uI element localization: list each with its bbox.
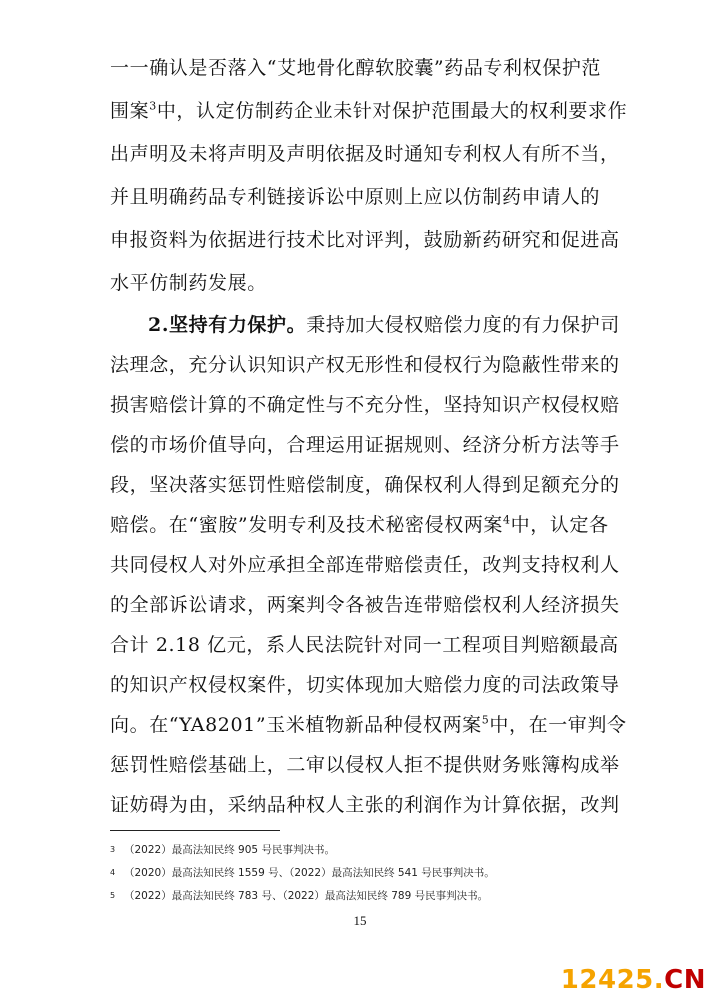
section-line-13: 证妨碍为由，采纳品种权人主张的利润作为计算依据，改判 (110, 794, 620, 816)
body-line-2-rest: 中，认定仿制药企业未针对保护范围最大的权利要求作 (156, 100, 628, 122)
section-heading: 2.坚持有力保护。 (148, 314, 307, 336)
section-line-3: 损害赔偿计算的不确定性与不充分性，坚持知识产权侵权赔 (110, 394, 620, 416)
footnote-divider (110, 830, 280, 831)
body-line-3: 出声明及未将声明及声明依据及时通知专利权人有所不当， (110, 143, 620, 165)
watermark-number: 12425 (560, 965, 654, 995)
footnote-3-text: （2022）最高法知民终 905 号民事判决书。 (124, 844, 335, 856)
footnote-ref-5[interactable]: 5 (481, 713, 490, 727)
section-line-6-rest: 中，认定各 (510, 514, 609, 536)
section-line-1-text: 秉持加大侵权赔偿力度的有力保护司 (306, 314, 620, 336)
section-line-11-rest: 中，在一审判令 (489, 714, 627, 736)
section-line-1 (148, 313, 620, 337)
body-line-6: 水平仿制药发展。 (110, 272, 267, 294)
body-line-5: 申报资料为依据进行技术比对评判，鼓励新药研究和促进高 (110, 229, 620, 251)
section-line-12: 惩罚性赔偿基础上，二审以侵权人拒不提供财务账簿构成举 (110, 754, 620, 776)
section-line-11 (110, 713, 627, 737)
watermark-dot: . (653, 965, 665, 995)
footnote-3 (110, 843, 615, 857)
section-line-6-start: 赔偿。在“蜜胺”发明专利及技术秘密侵权两案 (110, 514, 504, 536)
section-line-7: 共同侵权人对外应承担全部连带赔偿责任，改判支持权利人 (110, 554, 620, 576)
footnote-3-number: 3 (110, 845, 116, 854)
body-line-2-start: 围案 (110, 100, 150, 122)
section-line-2: 法理念，充分认识知识产权无形性和侵权行为隐蔽性带来的 (110, 354, 620, 376)
watermark-tld: CN (664, 965, 706, 995)
body-line-2 (110, 99, 628, 123)
page-number: 15 (353, 913, 367, 928)
section-line-11-start: 向。在“YA8201”玉米植物新品种侵权两案 (110, 714, 482, 736)
footnote-ref-3[interactable]: 3 (149, 99, 157, 113)
footnote-4 (110, 866, 615, 880)
footnote-5 (110, 889, 615, 903)
section-line-9: 合计 2.18 亿元，系人民法院针对同一工程项目判赔额最高 (110, 634, 619, 656)
section-line-6 (110, 513, 615, 537)
section-line-10: 的知识产权侵权案件，切实体现加大赔偿力度的司法政策导 (110, 674, 620, 696)
footnote-5-text: （2022）最高法知民终 783 号、（2022）最高法知民终 789 号民事判决书。 (124, 890, 489, 902)
section-line-8: 的全部诉讼请求，两案判令各被告连带赔偿权利人经济损失 (110, 594, 620, 616)
footnote-4-number: 4 (110, 868, 116, 877)
body-line-1: 一一确认是否落入“艾地骨化醇软胶囊”药品专利权保护范 (110, 57, 602, 79)
footnote-5-number: 5 (110, 891, 116, 900)
section-line-5: 段，坚决落实惩罚性赔偿制度，确保权利人得到足额充分的 (110, 474, 620, 496)
section-line-4: 偿的市场价值导向，合理运用证据规则、经济分析方法等手 (110, 434, 620, 456)
site-watermark (561, 965, 706, 995)
footnote-ref-4[interactable]: 4 (503, 513, 511, 527)
body-line-4: 并且明确药品专利链接诉讼中原则上应以仿制药申请人的 (110, 186, 601, 208)
footnote-4-text: （2020）最高法知民终 1559 号、（2022）最高法知民终 541 号民事判决书。 (124, 867, 495, 879)
